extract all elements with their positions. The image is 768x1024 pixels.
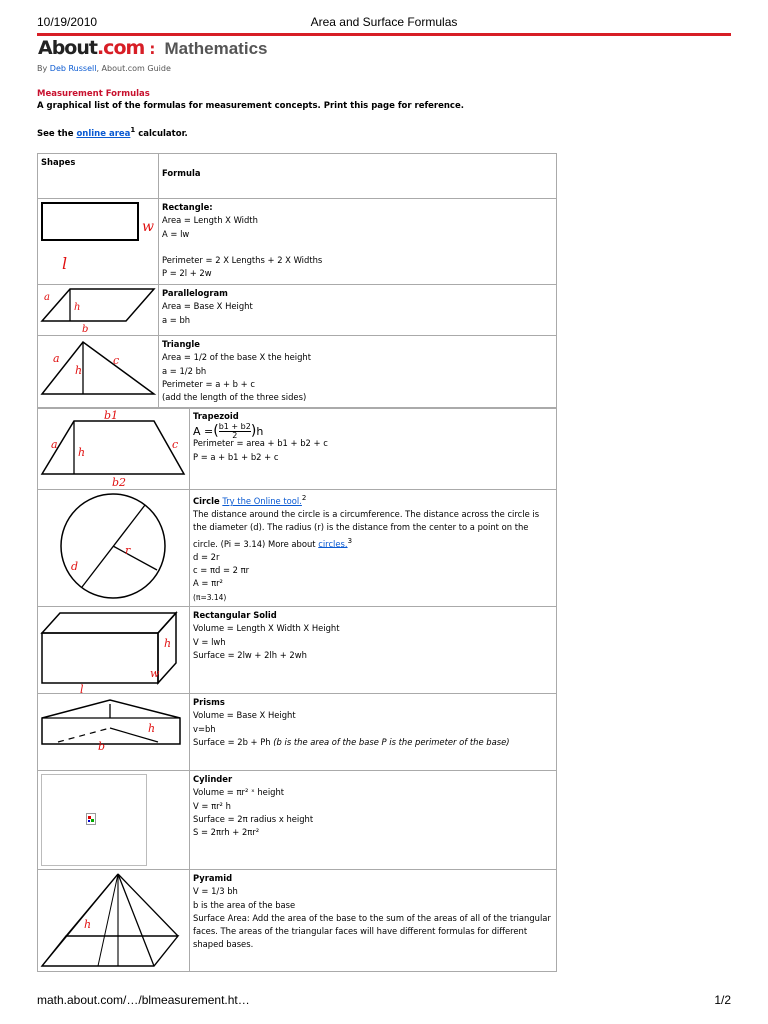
shapes-header-label: Shapes [41,157,76,167]
logo-dot: .com [96,37,145,59]
formula-line: Surface = 2lw + 2lh + 2wh [193,649,307,660]
rectangle-formula [159,199,557,285]
see-prefix: See the [37,128,74,139]
circle-description [193,508,553,551]
circle-desc-text: The distance around the circle is a circumference. The distance across the circle is the diameter (d). The radius (r) is the distance from the center to a point on the circle. (Pi = 3.14) More about [193,509,540,549]
trap-area-prefix: A = [193,425,214,439]
brand-header [38,37,267,59]
para-b-label: b [82,324,89,335]
trap-b2-label: b2 [112,476,127,489]
prism-surface-prefix: Surface = 2b + Ph [193,736,271,747]
table-row-rectangular-solid [38,606,557,693]
print-date: 10/19/2010 [37,15,98,29]
formula-line: A = πr² [193,578,223,589]
triangle-name: Triangle [162,339,200,349]
formula-line: Area = Length X Width [162,215,258,226]
author-link[interactable]: Deb Russell [49,64,97,73]
tool-ref: 2 [301,494,307,502]
circles-link[interactable]: circles. [318,538,348,549]
circle-d-label: d [71,560,79,573]
trapezoid-name: Trapezoid [193,411,239,421]
rect-w-label: w [142,219,154,235]
shapes-header [38,154,159,199]
formula-line: Volume = Length X Width X Height [193,623,340,634]
print-url: math.about.com/…/blmeasurement.ht… [37,993,250,1007]
brand-bar [37,33,731,36]
table-row-trapezoid [38,408,557,490]
formula-line: d = 2r [193,551,220,562]
tri-a-label: a [53,352,60,365]
trap-a-label: a [51,438,58,451]
formula-line [162,241,553,254]
table-header-row [38,154,557,199]
formula-line: Volume = Base X Height [193,710,296,721]
prism-surface [193,736,553,749]
see-line [37,126,188,139]
byline [37,64,171,73]
page-number: 1/2 [714,993,731,1007]
solid-l-label: l [80,682,84,693]
table-row-rectangle [38,199,557,285]
pyramid-name: Pyramid [193,872,233,883]
trapezoid-area-formula: A =( $\frac{b1 + b2}{2})h$ [193,422,264,441]
section-label: Measurement Formulas [37,89,150,99]
see-suffix: calculator. [138,128,188,139]
formula-line: Perimeter = 2 X Lengths + 2 X Widths [162,254,323,265]
formula-line: a = 1/2 bh [162,365,207,376]
pyramid-h-label: h [84,917,92,931]
online-tool-link[interactable]: Try the Online tool. [222,495,302,506]
para-a-label: a [44,292,50,303]
formula-line: V = πr² h [193,800,231,811]
trap-b1-label: b1 [104,409,119,422]
formula-line: c = πd = 2 πr [193,565,250,576]
broken-image-icon [86,813,96,825]
prism-surface-note: (b is the area of the base P is the perimeter of the base) [273,736,510,747]
logo-main: About [38,37,97,59]
rectangle-name: Rectangle: [162,202,213,212]
formula-line: (add the length of the three sides) [162,392,307,403]
circles-ref: 3 [347,536,353,545]
formula-line: Surface Area: Add the area of the base to the sum of the areas of all of the triangular faces. The areas of the triangular faces will have different formulas for different shaped bases. [193,912,551,950]
online-area-ref: 1 [130,126,136,134]
brand-section[interactable]: Mathematics [164,39,268,58]
print-footer [37,993,731,1009]
formula-line: a = bh [162,314,191,325]
trapezoid-formula [190,408,557,490]
intro-text: A graphical list of the formulas for measurement concepts. Print this page for reference. [37,101,464,111]
prisms-name: Prisms [193,696,225,707]
logo-separator: : [149,40,156,58]
solid-w-label: w [150,666,160,680]
table-row-cylinder [38,770,557,869]
cylinder-figure [38,770,190,869]
formula-line: A = lw [162,228,190,239]
rect-l-label: l [62,254,68,273]
formula-line: P = 2l + 2w [162,268,212,279]
byline-suffix: , About.com Guide [96,64,171,73]
trap-numerator: b1 + b2 [218,422,251,432]
formula-line: P = a + b1 + b2 + c [193,451,279,462]
formula-line: Perimeter = area + b1 + b2 + c [193,438,328,449]
circle-formula [190,490,557,607]
formula-line: V = 1/3 bh [193,886,238,897]
triangle-formula [159,336,557,409]
rectangle-figure [38,199,159,285]
solid-h-label: h [164,636,172,650]
table-row-triangle [38,336,557,409]
tri-h-label: h [75,364,83,377]
cylinder-name: Cylinder [193,773,233,784]
tri-c-label: c [113,354,120,367]
formula-line: V = lwh [193,636,226,647]
formula-line: Area = Base X Height [162,301,253,312]
prism-b-label: b [98,739,106,753]
rectangular-solid-formula [190,606,557,693]
online-area-link[interactable]: online area [76,128,131,139]
print-header [37,15,731,31]
pyramid-formula [190,869,557,971]
circle-name: Circle [193,495,220,506]
broken-image-placeholder [41,774,147,866]
formula-line: Perimeter = a + b + c [162,378,255,389]
para-h-label: h [74,302,81,313]
trap-h-label: h [78,446,86,459]
trap-c-label: c [172,438,179,451]
trap-denominator: 2 [232,431,238,441]
triangle-figure [38,336,159,409]
rect-solid-name: Rectangular Solid [193,609,277,620]
formula-line: b is the area of the base [193,899,296,910]
parallelogram-formula [159,285,557,336]
table-row-parallelogram [38,285,557,336]
trap-area-suffix: h [256,425,264,439]
rectangular-solid-figure [38,606,190,693]
circle-r-label: r [125,544,131,557]
formula-line: (π=3.14) [193,592,227,602]
prism-figure [38,693,190,770]
formula-line: Area = 1/2 of the base X the height [162,352,312,363]
about-logo[interactable] [38,37,144,59]
table-row-pyramid [38,869,557,971]
table-row-circle [38,490,557,607]
formula-line: Surface = 2π radius x height [193,813,314,824]
byline-prefix: By [37,64,48,73]
formula-line: S = 2πrh + 2πr² [193,827,260,838]
pyramid-figure [38,869,190,971]
table-row-prisms [38,693,557,770]
formula-table-basic [37,153,557,409]
formula-table-advanced [37,407,557,972]
parallelogram-name: Parallelogram [162,288,228,298]
cylinder-formula [190,770,557,869]
formula-line: v=bh [193,723,216,734]
circle-figure [38,490,190,607]
trapezoid-figure [38,408,190,490]
formula-line: Volume = πr² ˣ height [193,787,285,798]
print-title: Area and Surface Formulas [310,15,458,29]
prism-h-label: h [148,721,156,735]
formula-header [159,154,557,199]
formula-header-label: Formula [162,168,201,178]
parallelogram-figure [38,285,159,336]
prisms-formula [190,693,557,770]
